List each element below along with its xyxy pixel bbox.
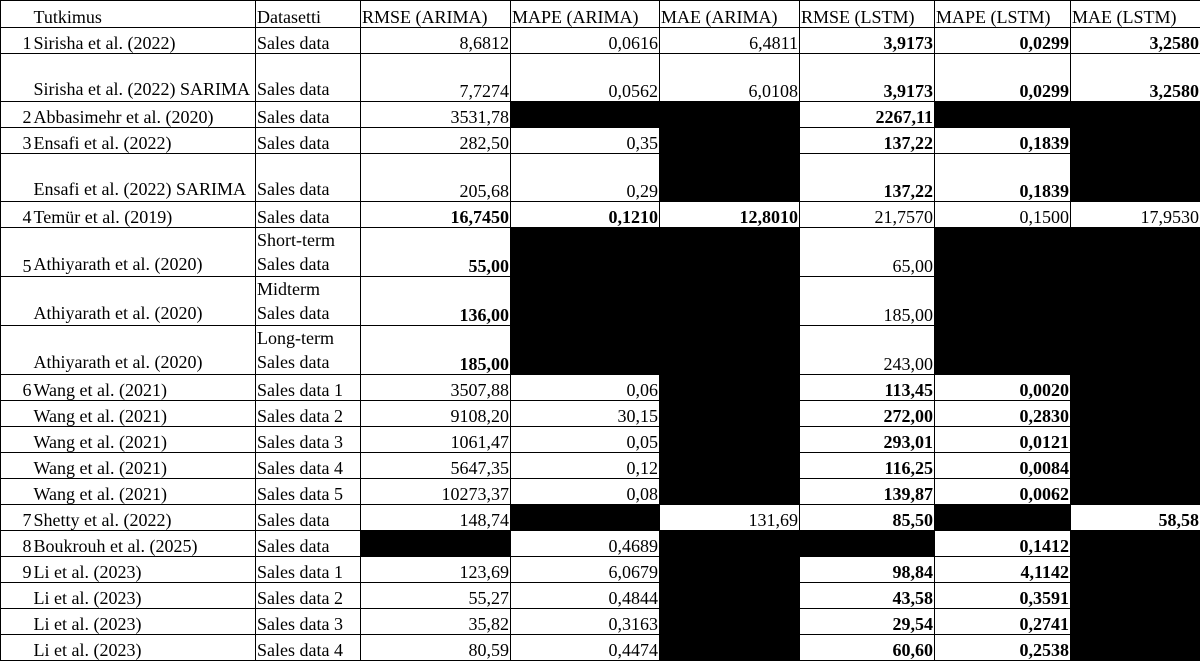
study-cell: Wang et al. (2021) <box>33 479 256 505</box>
table-row <box>1 635 1200 661</box>
redacted-cell <box>800 531 935 557</box>
redacted-cell <box>1071 154 1200 202</box>
header-index <box>1 1 33 28</box>
value-cell: 16,7450 <box>361 202 511 228</box>
value-cell: 0,1839 <box>935 154 1071 202</box>
value-cell: 85,50 <box>800 505 935 531</box>
value-cell: 3,9173 <box>800 54 935 102</box>
value-cell: 30,15 <box>511 401 660 427</box>
dataset-cell: Sales data <box>256 505 361 531</box>
value-cell: 148,74 <box>361 505 511 531</box>
value-cell: 0,0299 <box>935 28 1071 54</box>
value-cell: 1061,47 <box>361 427 511 453</box>
redacted-cell <box>1071 531 1200 557</box>
value-cell: 3,9173 <box>800 28 935 54</box>
dataset-cell: Sales data 3 <box>256 609 361 635</box>
table-row <box>1 401 1200 427</box>
row-index <box>1 609 33 635</box>
row-index: 2 <box>1 102 33 128</box>
dataset-cell: Sales data <box>256 28 361 54</box>
redacted-cell <box>935 277 1071 326</box>
value-cell: 0,3163 <box>511 609 660 635</box>
row-index <box>1 401 33 427</box>
value-cell: 0,4474 <box>511 635 660 661</box>
value-cell: 0,35 <box>511 128 660 154</box>
value-cell: 185,00 <box>800 277 935 326</box>
value-cell: 0,05 <box>511 427 660 453</box>
study-cell: Athiyarath et al. (2020) <box>33 228 256 277</box>
study-cell: Boukrouh et al. (2025) <box>33 531 256 557</box>
row-index: 7 <box>1 505 33 531</box>
study-cell: Ensafi et al. (2022) <box>33 128 256 154</box>
row-index <box>1 583 33 609</box>
dataset-cell: Sales data 1 <box>256 375 361 401</box>
header-cell: MAPE (ARIMA) <box>511 1 660 28</box>
value-cell: 116,25 <box>800 453 935 479</box>
table-row <box>1 202 1200 228</box>
study-cell: Wang et al. (2021) <box>33 375 256 401</box>
redacted-cell <box>1071 277 1200 326</box>
table-row <box>1 228 1200 277</box>
redacted-cell <box>660 375 800 401</box>
study-cell: Ensafi et al. (2022) SARIMA <box>33 154 256 202</box>
row-index: 5 <box>1 228 33 277</box>
dataset-cell: Sales data 3 <box>256 427 361 453</box>
table-row <box>1 427 1200 453</box>
dataset-cell: Sales data 2 <box>256 401 361 427</box>
row-index <box>1 453 33 479</box>
table-row <box>1 609 1200 635</box>
study-cell: Temür et al. (2019) <box>33 202 256 228</box>
value-cell: 0,0562 <box>511 54 660 102</box>
value-cell: 0,2741 <box>935 609 1071 635</box>
redacted-cell <box>1071 583 1200 609</box>
dataset-cell: Sales data <box>256 202 361 228</box>
value-cell: 136,00 <box>361 277 511 326</box>
dataset-cell: Sales data 5 <box>256 479 361 505</box>
header-cell: RMSE (LSTM) <box>800 1 935 28</box>
value-cell: 137,22 <box>800 128 935 154</box>
redacted-cell <box>511 102 660 128</box>
row-index: 3 <box>1 128 33 154</box>
value-cell: 282,50 <box>361 128 511 154</box>
value-cell: 17,9530 <box>1071 202 1200 228</box>
value-cell: 0,4689 <box>511 531 660 557</box>
redacted-cell <box>1071 401 1200 427</box>
value-cell: 6,0108 <box>660 54 800 102</box>
table-row <box>1 505 1200 531</box>
redacted-cell <box>660 583 800 609</box>
table-row <box>1 102 1200 128</box>
redacted-cell <box>660 326 800 375</box>
row-index <box>1 54 33 102</box>
dataset-cell: Long-term Sales data <box>256 326 361 375</box>
row-index: 4 <box>1 202 33 228</box>
redacted-cell <box>1071 102 1200 128</box>
dataset-cell: Sales data 4 <box>256 453 361 479</box>
study-cell: Wang et al. (2021) <box>33 453 256 479</box>
value-cell: 21,7570 <box>800 202 935 228</box>
redacted-cell <box>660 154 800 202</box>
value-cell: 10273,37 <box>361 479 511 505</box>
study-cell: Sirisha et al. (2022) <box>33 28 256 54</box>
header-cell: RMSE (ARIMA) <box>361 1 511 28</box>
study-cell: Li et al. (2023) <box>33 609 256 635</box>
value-cell: 113,45 <box>800 375 935 401</box>
value-cell: 0,0062 <box>935 479 1071 505</box>
value-cell: 0,06 <box>511 375 660 401</box>
value-cell: 205,68 <box>361 154 511 202</box>
value-cell: 0,1412 <box>935 531 1071 557</box>
redacted-cell <box>935 228 1071 277</box>
row-index: 1 <box>1 28 33 54</box>
study-cell: Wang et al. (2021) <box>33 427 256 453</box>
header-cell: MAE (LSTM) <box>1071 1 1200 28</box>
value-cell: 3531,78 <box>361 102 511 128</box>
redacted-cell <box>660 427 800 453</box>
value-cell: 12,8010 <box>660 202 800 228</box>
value-cell: 98,84 <box>800 557 935 583</box>
redacted-cell <box>511 326 660 375</box>
redacted-cell <box>660 228 800 277</box>
value-cell: 0,0299 <box>935 54 1071 102</box>
value-cell: 35,82 <box>361 609 511 635</box>
value-cell: 6,0679 <box>511 557 660 583</box>
redacted-cell <box>935 102 1071 128</box>
redacted-cell <box>1071 427 1200 453</box>
redacted-cell <box>660 557 800 583</box>
redacted-cell <box>660 277 800 326</box>
header-cell: MAE (ARIMA) <box>660 1 800 28</box>
value-cell: 3,2580 <box>1071 28 1200 54</box>
table-row <box>1 128 1200 154</box>
row-index <box>1 154 33 202</box>
value-cell: 293,01 <box>800 427 935 453</box>
value-cell: 60,60 <box>800 635 935 661</box>
value-cell: 0,1839 <box>935 128 1071 154</box>
value-cell: 2267,11 <box>800 102 935 128</box>
value-cell: 65,00 <box>800 228 935 277</box>
row-index <box>1 479 33 505</box>
value-cell: 6,4811 <box>660 28 800 54</box>
study-cell: Athiyarath et al. (2020) <box>33 277 256 326</box>
redacted-cell <box>511 228 660 277</box>
dataset-cell: Sales data <box>256 102 361 128</box>
value-cell: 8,6812 <box>361 28 511 54</box>
table-row <box>1 326 1200 375</box>
dataset-cell: Short-term Sales data <box>256 228 361 277</box>
table-row <box>1 54 1200 102</box>
value-cell: 7,7274 <box>361 54 511 102</box>
dataset-cell: Sales data <box>256 531 361 557</box>
study-cell: Sirisha et al. (2022) SARIMA <box>33 54 256 102</box>
table-row <box>1 479 1200 505</box>
value-cell: 4,1142 <box>935 557 1071 583</box>
study-cell: Li et al. (2023) <box>33 557 256 583</box>
redacted-cell <box>660 531 800 557</box>
value-cell: 55,27 <box>361 583 511 609</box>
row-index: 8 <box>1 531 33 557</box>
table-row <box>1 28 1200 54</box>
value-cell: 139,87 <box>800 479 935 505</box>
value-cell: 0,4844 <box>511 583 660 609</box>
value-cell: 0,0020 <box>935 375 1071 401</box>
value-cell: 243,00 <box>800 326 935 375</box>
redacted-cell <box>660 128 800 154</box>
value-cell: 185,00 <box>361 326 511 375</box>
value-cell: 0,1210 <box>511 202 660 228</box>
redacted-cell <box>1071 228 1200 277</box>
study-cell: Athiyarath et al. (2020) <box>33 326 256 375</box>
dataset-cell: Midterm Sales data <box>256 277 361 326</box>
redacted-cell <box>660 479 800 505</box>
study-cell: Li et al. (2023) <box>33 583 256 609</box>
redacted-cell <box>511 277 660 326</box>
dataset-cell: Sales data 2 <box>256 583 361 609</box>
value-cell: 0,0121 <box>935 427 1071 453</box>
value-cell: 0,12 <box>511 453 660 479</box>
value-cell: 0,2538 <box>935 635 1071 661</box>
row-index <box>1 427 33 453</box>
value-cell: 0,3591 <box>935 583 1071 609</box>
value-cell: 0,29 <box>511 154 660 202</box>
value-cell: 0,0084 <box>935 453 1071 479</box>
value-cell: 3,2580 <box>1071 54 1200 102</box>
value-cell: 58,58 <box>1071 505 1200 531</box>
redacted-cell <box>1071 326 1200 375</box>
table-row <box>1 375 1200 401</box>
value-cell: 80,59 <box>361 635 511 661</box>
table-row <box>1 531 1200 557</box>
dataset-cell: Sales data <box>256 54 361 102</box>
redacted-cell <box>511 505 660 531</box>
redacted-cell <box>1071 375 1200 401</box>
value-cell: 131,69 <box>660 505 800 531</box>
row-index <box>1 326 33 375</box>
row-index: 9 <box>1 557 33 583</box>
value-cell: 55,00 <box>361 228 511 277</box>
dataset-cell: Sales data 1 <box>256 557 361 583</box>
redacted-cell <box>660 453 800 479</box>
header-row <box>1 1 1200 28</box>
value-cell: 29,54 <box>800 609 935 635</box>
table-row <box>1 557 1200 583</box>
dataset-cell: Sales data 4 <box>256 635 361 661</box>
redacted-cell <box>660 609 800 635</box>
redacted-cell <box>935 505 1071 531</box>
study-cell: Abbasimehr et al. (2020) <box>33 102 256 128</box>
value-cell: 3507,88 <box>361 375 511 401</box>
table-row <box>1 277 1200 326</box>
table-row <box>1 154 1200 202</box>
value-cell: 0,2830 <box>935 401 1071 427</box>
value-cell: 5647,35 <box>361 453 511 479</box>
redacted-cell <box>1071 453 1200 479</box>
value-cell: 9108,20 <box>361 401 511 427</box>
header-cell: MAPE (LSTM) <box>935 1 1071 28</box>
redacted-cell <box>1071 557 1200 583</box>
value-cell: 137,22 <box>800 154 935 202</box>
value-cell: 272,00 <box>800 401 935 427</box>
value-cell: 0,0616 <box>511 28 660 54</box>
dataset-cell: Sales data <box>256 154 361 202</box>
row-index: 6 <box>1 375 33 401</box>
redacted-cell <box>1071 635 1200 661</box>
table-row <box>1 453 1200 479</box>
redacted-cell <box>935 326 1071 375</box>
value-cell: 123,69 <box>361 557 511 583</box>
value-cell: 0,08 <box>511 479 660 505</box>
row-index <box>1 277 33 326</box>
study-cell: Shetty et al. (2022) <box>33 505 256 531</box>
redacted-cell <box>660 102 800 128</box>
value-cell: 0,1500 <box>935 202 1071 228</box>
redacted-cell <box>1071 128 1200 154</box>
study-cell: Wang et al. (2021) <box>33 401 256 427</box>
table-row <box>1 583 1200 609</box>
header-cell: Datasetti <box>256 1 361 28</box>
redacted-cell <box>660 635 800 661</box>
redacted-cell <box>361 531 511 557</box>
redacted-cell <box>1071 479 1200 505</box>
value-cell: 43,58 <box>800 583 935 609</box>
header-cell: Tutkimus <box>33 1 256 28</box>
redacted-cell <box>1071 609 1200 635</box>
redacted-cell <box>660 401 800 427</box>
row-index <box>1 635 33 661</box>
table-body <box>1 28 1200 661</box>
study-cell: Li et al. (2023) <box>33 635 256 661</box>
dataset-cell: Sales data <box>256 128 361 154</box>
